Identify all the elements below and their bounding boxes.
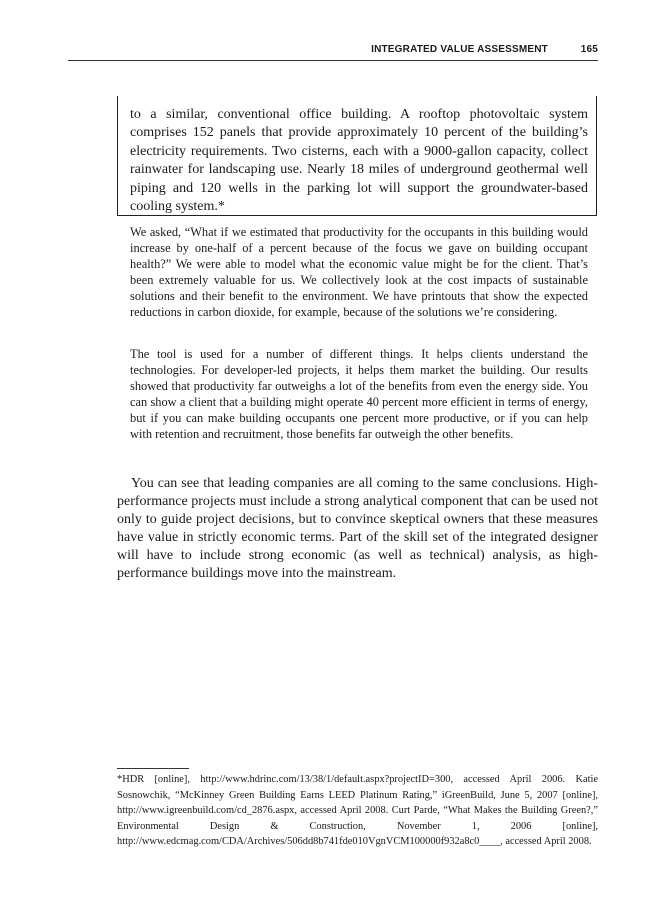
header-rule: [68, 60, 598, 61]
running-title: INTEGRATED VALUE ASSESSMENT: [371, 44, 548, 55]
sidebar-text: to a similar, conventional office building. A rooftop photovoltaic system comprises 152 panels that provide approximately 10 percent of the building’s electricity requirements. Two cisterns, each with a 9000-gallon capacity, collect rainwater for landscaping use. Nearly 18 miles of underground geothermal well piping and 120 wells in the parking lot will support the groundwater-based cooling system.*: [130, 107, 588, 215]
body-paragraph: You can see that leading companies are all coming to the same conclusions. High-performance projects must include a strong analytical component that can be used not only to guide project decisions, but to convince skeptical owners that these measures have value in strictly economic terms. Part of the skill set of the integrated designer will have to include strong economic (as well as technical) analysis, as high-performance buildings move into the mainstream.: [117, 476, 598, 582]
quote-paragraph-2: The tool is used for a number of different things. It helps clients understand the technologies. For developer-led projects, it helps them market the building. Our results showed that productivity far outweighs a lot of the benefits from even the energy side. You can show a client that a building might operate 40 percent more efficient in terms of energy, but if you can make building occupants one percent more productive, or if you can help with retention and recruitment, those benefits far outweigh the other benefits.: [130, 347, 588, 442]
quote-paragraph-1: We asked, “What if we estimated that productivity for the occupants in this building would increase by one-half of a percent because of the focus we gave on building occupant health?” We were able to model what the economic value might be for the client. That’s been extremely valuable for us. We collectively look at the cost impacts of sustainable solutions and their benefit to the environment. We have printouts that show the expected reductions in carbon dioxide, for example, because of the solutions we’re considering.: [130, 225, 588, 320]
footnote-rule: [117, 768, 189, 769]
page-number: 165: [580, 44, 598, 55]
footnote: *HDR [online], http://www.hdrinc.com/13/38/1/default.aspx?projectID=300, accessed April 2006. Katie Sosnowchik, “McKinney Green Building Earns LEED Platinum Rating,” iGreenBuild, June 5, 2007 [online], http://www.igreenbuild.com/cd_2876.aspx, accessed April 2008. Curt Parde, “What Makes the Building Green?,” Environmental Design & Construction, November 1, 2006 [online], http://www.edcmag.com/CDA/Archives/506dd8b741fde010VgnVCM100000f932a8c0____, accessed April 2008.: [117, 774, 598, 848]
